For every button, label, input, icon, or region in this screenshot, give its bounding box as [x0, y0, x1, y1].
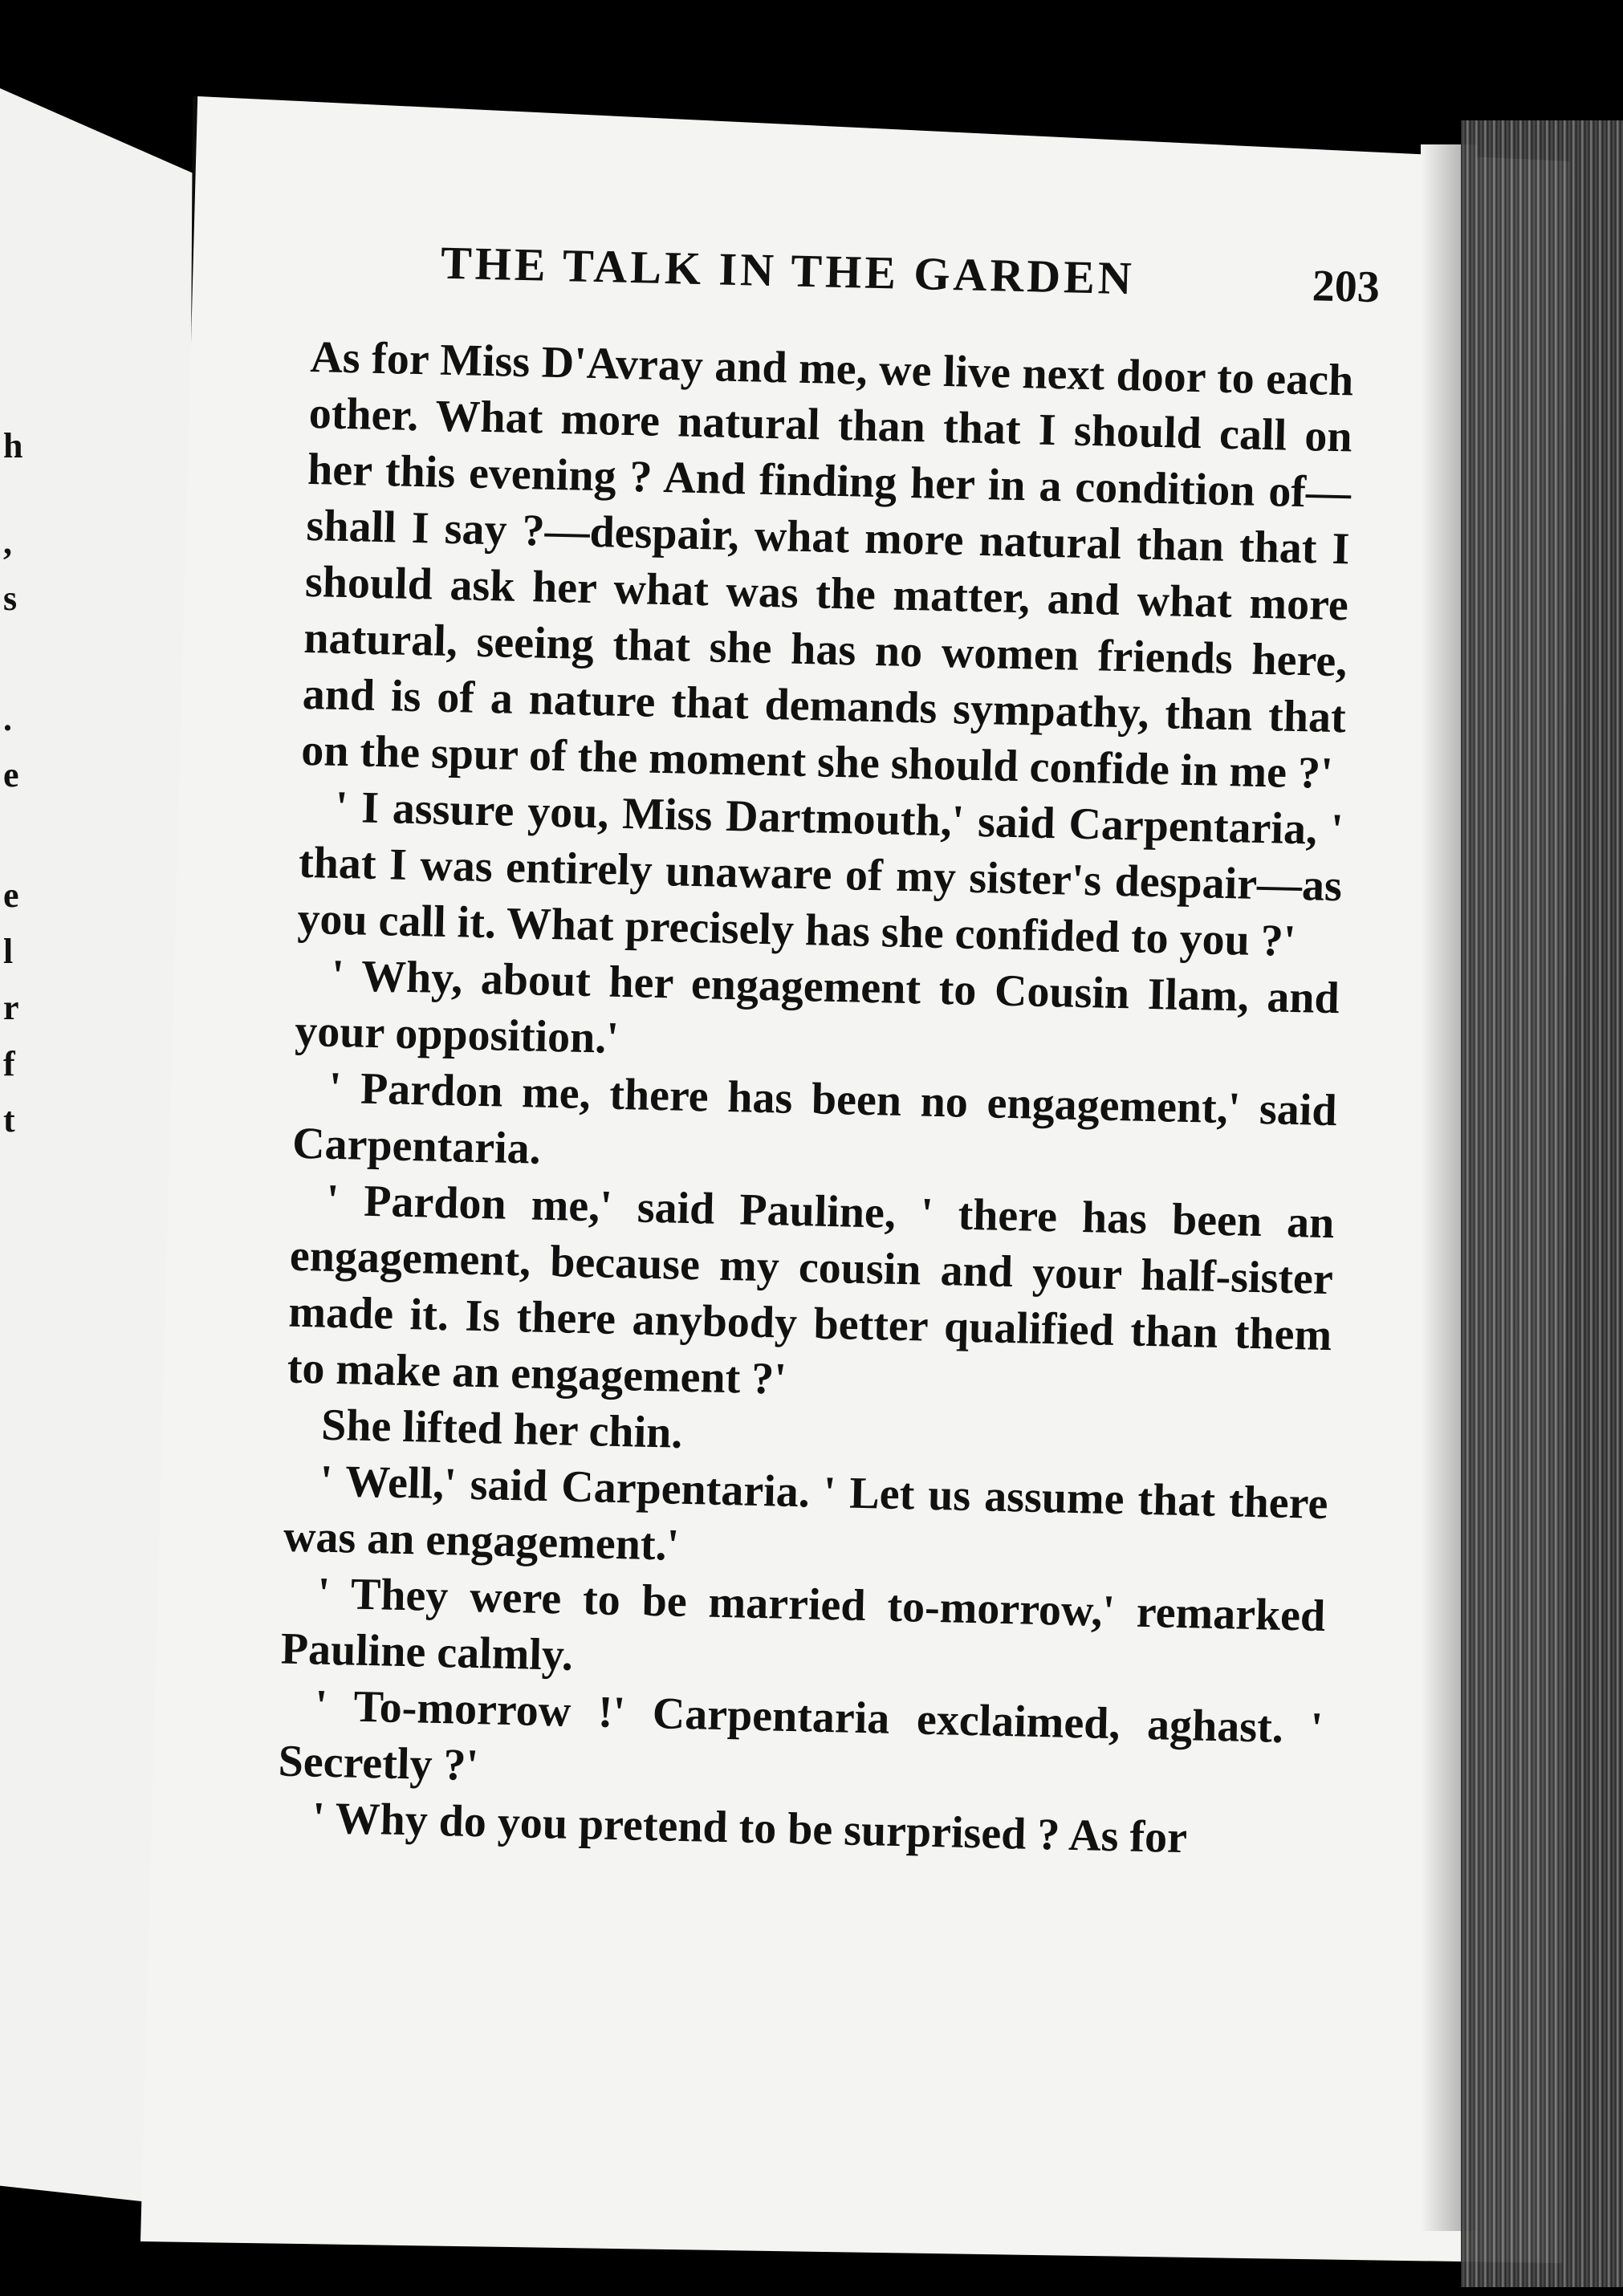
left-fragment: r: [3, 988, 19, 1027]
left-fragment: t: [3, 1100, 15, 1140]
running-title: THE TALK IN THE GARDEN: [440, 236, 1136, 305]
left-fragment: f: [3, 1044, 15, 1083]
body-text: [276, 329, 1354, 1869]
page-edges-stack: [1461, 120, 1623, 2287]
paragraph: ' I assure you, Miss Dartmouth,' said Carpentaria, ' that I was entirely unaware of my sister's despair—as you call it. What precisely has she confided to you ?': [296, 782, 1344, 966]
left-fragment: l: [3, 932, 14, 971]
paragraph: ' Why, about her engagement to Cousin Ilam, and your opposition.': [294, 950, 1340, 1063]
paragraph: ' Why do you pretend to be surprised ? As for: [311, 1793, 1188, 1863]
paragraph: As for Miss D'Avray and me, we live next door to each other. What more natural than that I should call on her this evening ? And finding her in a condition of—shall I say ?—despair, what more natural than that I should ask her what was the matter, and what more natural, seeing that she has no women friends here, and is of a nature that demands sympathy, than that on the spur of the moment she should confide in me ?': [300, 331, 1354, 799]
left-fragment: e: [3, 876, 19, 915]
left-fragment: ,: [3, 522, 12, 562]
left-fragment: e: [3, 755, 19, 794]
paragraph: ' To-morrow !' Carpentaria exclaimed, aghast. ' Secretly ?': [278, 1680, 1324, 1791]
paragraph: She lifted her chin.: [320, 1400, 683, 1458]
left-fragment: .: [3, 699, 12, 738]
paragraph: ' Pardon me, there has been no engagement,' said Carpentaria.: [291, 1063, 1338, 1174]
page-number: 203: [1312, 261, 1381, 313]
paragraph: ' Pardon me,' said Pauline, ' there has been an engagement, because my cousin and your half-sister made it. Is there anybody better qualified than them to make an engagement ?': [287, 1175, 1336, 1404]
paragraph: ' Well,' said Carpentaria. ' Let us assume that there was an engagement.': [283, 1456, 1329, 1571]
page-content: [276, 233, 1381, 1869]
left-fragment: s: [3, 579, 18, 618]
left-fragment: h: [3, 426, 23, 465]
paragraph: ' They were to be married to-morrow,' remarked Pauline calmly.: [280, 1568, 1326, 1680]
